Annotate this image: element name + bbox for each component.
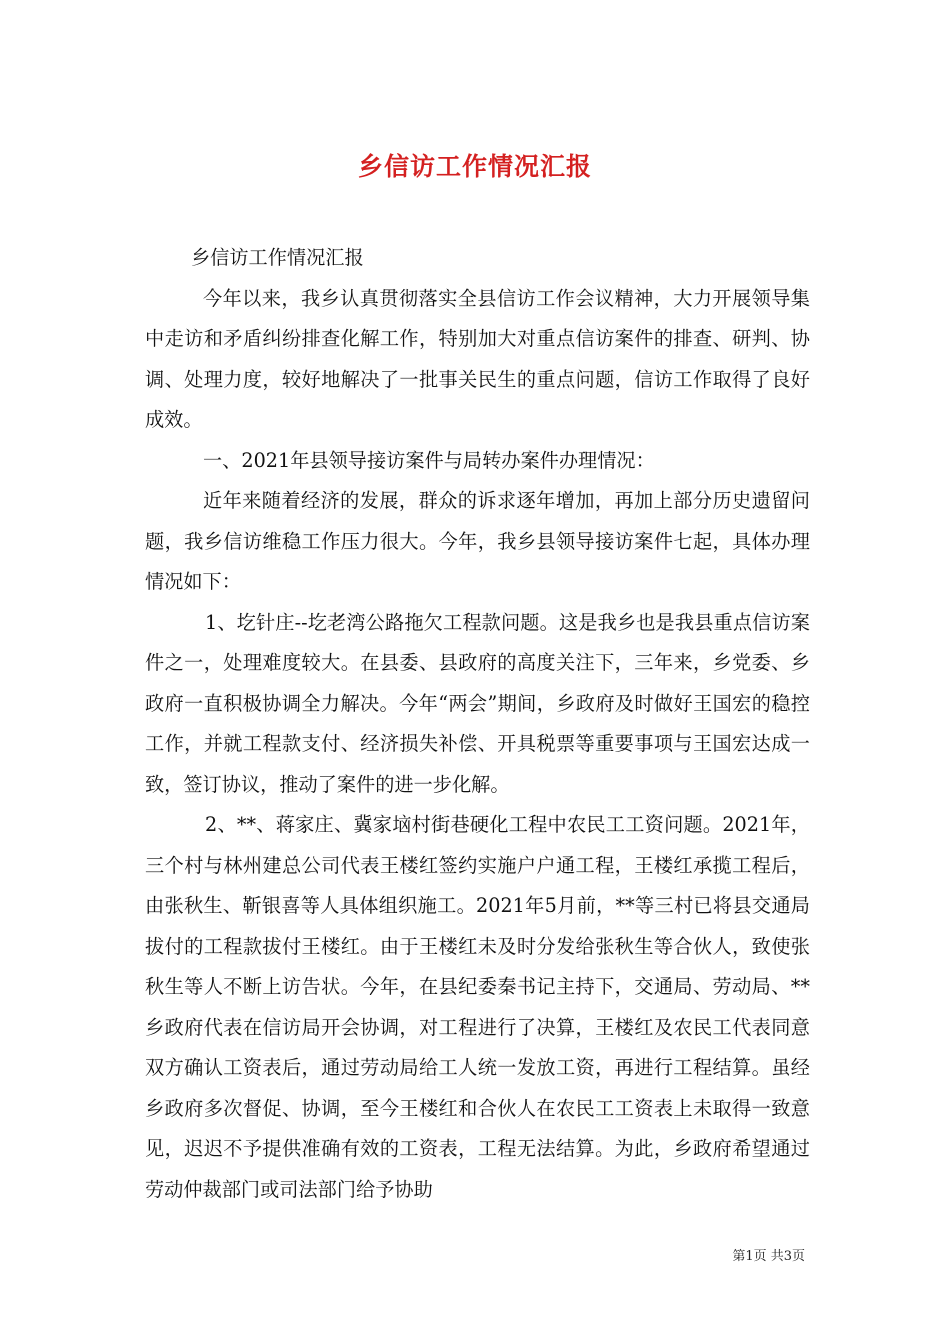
page-number: 第1页 共3页 [732,1249,805,1264]
context-paragraph: 近年来随着经济的发展，群众的诉求逐年增加，再加上部分历史遗留问题，我乡信访维稳工作压力很大。今年，我乡县领导接访案件七起，具体办理情况如下： [145,489,810,593]
subtitle-paragraph: 乡信访工作情况汇报 [191,246,364,269]
document-title: 乡信访工作情况汇报 [357,151,592,181]
intro-paragraph: 今年以来，我乡认真贯彻落实全县信访工作会议精神，大力开展领导集中走访和矛盾纠纷排查化解工作，特别加大对重点信访案件的排查、研判、协调、处理力度，较好地解决了一批事关民生的重点问题，信访工作取得了良好成效。 [145,286,810,431]
case-1-paragraph: 1、圪针庄--圪老湾公路拖欠工程款问题。这是我乡也是我县重点信访案件之一，处理难度较大。在县委、县政府的高度关注下，三年来，乡党委、乡政府一直积极协调全力解决。今年“两会”期间，乡政府及时做好王国宏的稳控工作，并就工程款支付、经济损失补偿、开具税票等重要事项与王国宏达成一致，签订协议，推动了案件的进一步化解。 [145,610,810,796]
document-body [145,238,810,1210]
case-2-paragraph: 2、**、蒋家庄、冀家垴村街巷硬化工程中农民工工资问题。2021年，三个村与林州建总公司代表王楼红签约实施户户通工程，王楼红承揽工程后，由张秋生、靳银喜等人具体组织施工。2021年5月前，**等三村已将县交通局拔付的工程款拔付王楼红。由于王楼红未及时分发给张秋生等合伙人，致使张秋生等人不断上访告状。今年，在县纪委秦书记主持下，交通局、劳动局、**乡政府代表在信访局开会协调，对工程进行了决算，王楼红及农民工代表同意双方确认工资表后，通过劳动局给工人统一发放工资，再进行工程结算。虽经乡政府多次督促、协调，至今王楼红和合伙人在农民工工资表上未取得一致意见，迟迟不予提供准确有效的工资表，工程无法结算。为此，乡政府希望通过劳动仲裁部门或司法部门给予协助 [145,813,810,1201]
section-heading: 一、2021年县领导接访案件与局转办案件办理情况： [203,448,655,472]
